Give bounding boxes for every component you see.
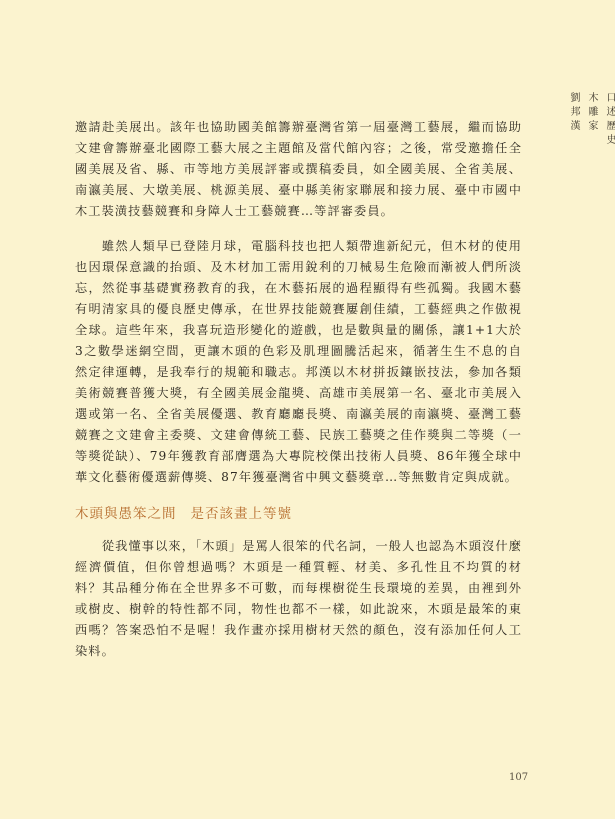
running-title-subject: 木雕家 bbox=[586, 92, 597, 134]
page-number: 107 bbox=[509, 772, 529, 783]
section-heading-main: 木頭與愚笨之間 bbox=[75, 506, 177, 522]
running-title-series: 口述歷史 bbox=[604, 92, 615, 148]
paragraph-awards: 雖然人類早已登陸月球，電腦科技也把人類帶進新紀元，但木材的使用也因環保意識的抬頭、及木材加工需用銳利的刀械易生危險而漸被人們所淡忘，然從事基礎實務教育的我，在木藝拓展的過程顯得有些孤獨。我國木藝有明清家具的優良歷史傳承，在世界技能競賽屢創佳績，工藝經典之作傲視全球。這些年來，我喜玩造形變化的遊戲，也是數與量的關係，讓1+1大於3之數學迷網空間，更讓木頭的色彩及肌理圖騰活起來，循著生生不息的自然定律運轉，是我奉行的規範和職志。邦漢以木材拼扳鑲嵌技法，參加各類美術競賽普獲大獎，有全國美展金龍獎、高雄市美展第一名、臺北市美展入選或第一名、全省美展優選、教育廳廳長獎、南瀛美展的南瀛獎、臺灣工藝競賽之文建會主委獎、文建會傳統工藝、民族工藝獎之佳作獎與二等獎（一等獎從缺）、79年獲教育部膺選為大專院校傑出技術人員獎、86年獲全球中華文化藝術優選薪傳獎、87年獲臺灣省中興文藝獎章…等無數肯定與成就。 bbox=[75, 239, 522, 484]
section-heading bbox=[75, 502, 522, 522]
body-text bbox=[75, 117, 522, 662]
paragraph-continued: 邀請赴美展出。該年也協助國美館籌辦臺灣省第一屆臺灣工藝展，繼而協助文建會籌辦臺北國際工藝大展之主題館及當代館內容；之後，常受邀擔任全國美展及省、縣、市等地方美展評審或撰稿委員，如全國美展、全省美展、南瀛美展、大墩美展、桃源美展、臺中縣美術家聯展和接力展、臺中市國中木工裝潢技藝競賽和身障人士工藝競賽…等評審委員。 bbox=[75, 120, 522, 218]
running-title-author: 劉邦漢 bbox=[568, 92, 579, 134]
paragraph-wood: 從我懂事以來，「木頭」是罵人很笨的代名詞，一般人也認為木頭沒什麼經濟價值，但你曾想過嗎？木頭是一種質輕、材美、多孔性且不均質的材料？其品種分佈在全世界多不可數，而每棵樹從生長環境的差異，由裡到外或樹皮、樹幹的特性都不同，物性也都不一樣，如此說來，木頭是最笨的東西嗎？答案恐怕不是喔！我作畫亦採用樹材天然的顏色，沒有添加任何人工染料。 bbox=[75, 539, 522, 658]
running-title bbox=[555, 92, 615, 148]
section-heading-sub: 是否該畫上等號 bbox=[190, 506, 292, 522]
